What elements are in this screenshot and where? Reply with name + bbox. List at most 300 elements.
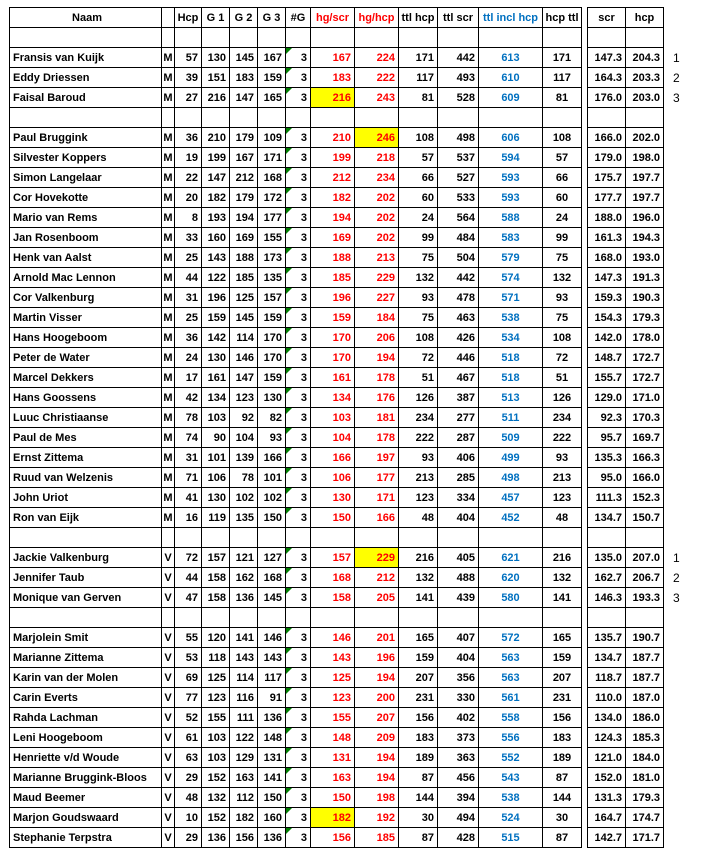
cell-rank — [664, 768, 688, 788]
player-row — [10, 188, 688, 208]
cell-hcpttl: 72 — [543, 348, 582, 368]
player-row — [10, 68, 688, 88]
cell-g2: 112 — [230, 788, 258, 808]
cell-hghcp: 184 — [355, 308, 399, 328]
cell-ttlincl: 543 — [479, 768, 543, 788]
cell-scr: 146.3 — [588, 588, 626, 608]
spacer-cell — [543, 28, 582, 48]
cell-hgscr: 150 — [311, 788, 355, 808]
cell-hghcp: 234 — [355, 168, 399, 188]
cell-hgscr: 148 — [311, 728, 355, 748]
player-row — [10, 368, 688, 388]
cell-scr: 164.7 — [588, 808, 626, 828]
cell-sex: V — [162, 728, 175, 748]
cell-name: Maud Beemer — [10, 788, 162, 808]
cell-rank — [664, 168, 688, 188]
header-hcp: Hcp — [175, 8, 202, 28]
cell-g3: 135 — [258, 268, 286, 288]
cell-g1: 119 — [202, 508, 230, 528]
cell-g2: 185 — [230, 268, 258, 288]
cell-rank — [664, 128, 688, 148]
header-hcp-ttl: hcp ttl — [543, 8, 582, 28]
cell-hghcp: 202 — [355, 208, 399, 228]
cell-ttlscr: 528 — [438, 88, 479, 108]
cell-name: Carin Everts — [10, 688, 162, 708]
cell-g2: 212 — [230, 168, 258, 188]
cell-name: Henriette v/d Woude — [10, 748, 162, 768]
spacer-cell — [355, 108, 399, 128]
cell-scr: 155.7 — [588, 368, 626, 388]
spacer-cell — [202, 108, 230, 128]
cell-hghcp: 192 — [355, 808, 399, 828]
cell-ttlhcp: 189 — [399, 748, 438, 768]
cell-g2: 182 — [230, 808, 258, 828]
cell-ttlhcp: 144 — [399, 788, 438, 808]
cell-hghcp: 212 — [355, 568, 399, 588]
cell-hcp: 77 — [175, 688, 202, 708]
cell-hcpavg: 197.7 — [626, 188, 664, 208]
cell-ng: 3 — [286, 628, 311, 648]
cell-name: Jan Rosenboom — [10, 228, 162, 248]
cell-hcp: 52 — [175, 708, 202, 728]
cell-g1: 216 — [202, 88, 230, 108]
cell-hcp: 19 — [175, 148, 202, 168]
cell-g3: 136 — [258, 708, 286, 728]
cell-hcpavg: 203.0 — [626, 88, 664, 108]
spacer-cell — [258, 528, 286, 548]
cell-ttlscr: 488 — [438, 568, 479, 588]
cell-hcpttl: 60 — [543, 188, 582, 208]
spacer-cell — [399, 108, 438, 128]
cell-hghcp: 196 — [355, 648, 399, 668]
cell-g1: 182 — [202, 188, 230, 208]
spacer-cell — [202, 528, 230, 548]
spacer-cell — [399, 528, 438, 548]
cell-hcpavg: 171.7 — [626, 828, 664, 848]
cell-hgscr: 185 — [311, 268, 355, 288]
spacer-cell — [162, 528, 175, 548]
spacer-cell — [10, 608, 162, 628]
spacer-cell — [162, 608, 175, 628]
cell-rank — [664, 508, 688, 528]
cell-g1: 210 — [202, 128, 230, 148]
spacer-cell — [286, 108, 311, 128]
cell-hghcp: 178 — [355, 428, 399, 448]
cell-hcp: 44 — [175, 568, 202, 588]
cell-ttlscr: 363 — [438, 748, 479, 768]
cell-sex: M — [162, 348, 175, 368]
cell-hcp: 10 — [175, 808, 202, 828]
player-row — [10, 348, 688, 368]
cell-g1: 160 — [202, 228, 230, 248]
cell-g1: 152 — [202, 768, 230, 788]
cell-ttlhcp: 57 — [399, 148, 438, 168]
cell-scr: 154.3 — [588, 308, 626, 328]
cell-ttlincl: 518 — [479, 368, 543, 388]
cell-hcpttl: 123 — [543, 488, 582, 508]
cell-ttlscr: 334 — [438, 488, 479, 508]
cell-hghcp: 222 — [355, 68, 399, 88]
cell-ttlhcp: 132 — [399, 568, 438, 588]
cell-ttlscr: 404 — [438, 508, 479, 528]
cell-sex: V — [162, 568, 175, 588]
cell-g3: 170 — [258, 328, 286, 348]
spacer-cell — [438, 108, 479, 128]
cell-hghcp: 229 — [355, 268, 399, 288]
cell-name: Hans Goossens — [10, 388, 162, 408]
cell-ng: 3 — [286, 288, 311, 308]
cell-ttlincl: 613 — [479, 48, 543, 68]
cell-scr: 161.3 — [588, 228, 626, 248]
cell-ttlscr: 494 — [438, 808, 479, 828]
cell-ttlscr: 564 — [438, 208, 479, 228]
cell-hghcp: 243 — [355, 88, 399, 108]
cell-hcp: 20 — [175, 188, 202, 208]
player-row — [10, 488, 688, 508]
cell-ng: 3 — [286, 548, 311, 568]
cell-ttlscr: 426 — [438, 328, 479, 348]
cell-ttlincl: 556 — [479, 728, 543, 748]
cell-ttlscr: 504 — [438, 248, 479, 268]
cell-rank — [664, 428, 688, 448]
cell-name: Monique van Gerven — [10, 588, 162, 608]
cell-ttlhcp: 87 — [399, 768, 438, 788]
cell-scr: 152.0 — [588, 768, 626, 788]
cell-ttlscr: 467 — [438, 368, 479, 388]
player-row — [10, 628, 688, 648]
cell-name: Silvester Koppers — [10, 148, 162, 168]
spacer-cell — [311, 528, 355, 548]
header-ttl-hcp: ttl hcp — [399, 8, 438, 28]
cell-g2: 139 — [230, 448, 258, 468]
cell-hcpttl: 87 — [543, 768, 582, 788]
header-games: #G — [286, 8, 311, 28]
cell-rank — [664, 448, 688, 468]
spacer-cell — [202, 608, 230, 628]
cell-g2: 122 — [230, 728, 258, 748]
cell-g2: 121 — [230, 548, 258, 568]
cell-ttlhcp: 72 — [399, 348, 438, 368]
spacer-row — [10, 28, 688, 48]
cell-hcp: 39 — [175, 68, 202, 88]
spacer-cell — [258, 108, 286, 128]
cell-g1: 157 — [202, 548, 230, 568]
cell-hcp: 41 — [175, 488, 202, 508]
player-row — [10, 268, 688, 288]
cell-ttlhcp: 126 — [399, 388, 438, 408]
cell-hcpavg: 166.0 — [626, 468, 664, 488]
cell-hcp: 25 — [175, 308, 202, 328]
cell-ttlhcp: 216 — [399, 548, 438, 568]
cell-name: Simon Langelaar — [10, 168, 162, 188]
cell-ng: 3 — [286, 808, 311, 828]
cell-hcp: 55 — [175, 628, 202, 648]
cell-hcpavg: 193.0 — [626, 248, 664, 268]
spacer-cell — [588, 28, 626, 48]
spacer-row — [10, 528, 688, 548]
cell-ttlincl: 621 — [479, 548, 543, 568]
cell-hcp: 48 — [175, 788, 202, 808]
cell-name: Jennifer Taub — [10, 568, 162, 588]
cell-rank — [664, 408, 688, 428]
cell-ng: 3 — [286, 408, 311, 428]
cell-ttlincl: 534 — [479, 328, 543, 348]
cell-ttlhcp: 51 — [399, 368, 438, 388]
cell-scr: 147.3 — [588, 48, 626, 68]
cell-g3: 117 — [258, 668, 286, 688]
cell-hcpttl: 234 — [543, 408, 582, 428]
cell-ttlhcp: 48 — [399, 508, 438, 528]
cell-hcp: 29 — [175, 768, 202, 788]
cell-name: John Uriot — [10, 488, 162, 508]
cell-ng: 3 — [286, 768, 311, 788]
cell-ttlscr: 442 — [438, 48, 479, 68]
cell-ttlscr: 394 — [438, 788, 479, 808]
cell-ng: 3 — [286, 168, 311, 188]
cell-g3: 168 — [258, 568, 286, 588]
cell-hcpavg: 185.3 — [626, 728, 664, 748]
header-g2: G 2 — [230, 8, 258, 28]
cell-hgscr: 210 — [311, 128, 355, 148]
cell-hcpttl: 144 — [543, 788, 582, 808]
player-row — [10, 468, 688, 488]
cell-hcpttl: 132 — [543, 268, 582, 288]
cell-ng: 3 — [286, 568, 311, 588]
spacer-cell — [311, 608, 355, 628]
cell-ttlscr: 402 — [438, 708, 479, 728]
spacer-cell — [479, 28, 543, 48]
cell-g2: 125 — [230, 288, 258, 308]
cell-sex: M — [162, 48, 175, 68]
player-row — [10, 788, 688, 808]
player-row — [10, 128, 688, 148]
cell-hghcp: 177 — [355, 468, 399, 488]
cell-g1: 158 — [202, 588, 230, 608]
cell-hcp: 16 — [175, 508, 202, 528]
header-row — [10, 8, 688, 28]
cell-name: Ernst Zittema — [10, 448, 162, 468]
cell-ttlscr: 456 — [438, 768, 479, 788]
cell-hcp: 61 — [175, 728, 202, 748]
cell-scr: 142.0 — [588, 328, 626, 348]
cell-ttlhcp: 108 — [399, 128, 438, 148]
cell-hgscr: 103 — [311, 408, 355, 428]
spacer-cell — [588, 108, 626, 128]
cell-hgscr: 216 — [311, 88, 355, 108]
cell-ttlscr: 442 — [438, 268, 479, 288]
cell-ttlincl: 610 — [479, 68, 543, 88]
cell-sex: V — [162, 648, 175, 668]
cell-hcpttl: 108 — [543, 328, 582, 348]
cell-hcp: 36 — [175, 128, 202, 148]
cell-ttlhcp: 81 — [399, 88, 438, 108]
cell-g3: 159 — [258, 308, 286, 328]
cell-hgscr: 157 — [311, 548, 355, 568]
cell-scr: 159.3 — [588, 288, 626, 308]
spacer-cell — [664, 108, 688, 128]
header-hcp-avg: hcp — [626, 8, 664, 28]
cell-sex: M — [162, 368, 175, 388]
cell-rank: 1 — [673, 50, 680, 65]
cell-hcp: 71 — [175, 468, 202, 488]
cell-hcp: 31 — [175, 288, 202, 308]
cell-hghcp: 202 — [355, 188, 399, 208]
cell-hcpttl: 207 — [543, 668, 582, 688]
cell-name: Paul Bruggink — [10, 128, 162, 148]
spacer-cell — [399, 608, 438, 628]
spacer-cell — [438, 608, 479, 628]
cell-ttlscr: 446 — [438, 348, 479, 368]
cell-rank — [664, 668, 688, 688]
spacer-cell — [626, 28, 664, 48]
cell-hcpavg: 187.0 — [626, 688, 664, 708]
cell-hghcp: 200 — [355, 688, 399, 708]
cell-ttlscr: 484 — [438, 228, 479, 248]
cell-hcp: 8 — [175, 208, 202, 228]
cell-hcpttl: 165 — [543, 628, 582, 648]
cell-scr: 148.7 — [588, 348, 626, 368]
cell-hcp: 17 — [175, 368, 202, 388]
cell-hcp: 24 — [175, 348, 202, 368]
spacer-cell — [258, 608, 286, 628]
cell-ttlscr: 356 — [438, 668, 479, 688]
cell-scr: 188.0 — [588, 208, 626, 228]
spacer-cell — [355, 28, 399, 48]
cell-rank — [664, 388, 688, 408]
cell-name: Faisal Baroud — [10, 88, 162, 108]
cell-rank — [664, 708, 688, 728]
cell-ttlincl: 561 — [479, 688, 543, 708]
cell-ttlscr: 277 — [438, 408, 479, 428]
cell-hcp: 57 — [175, 48, 202, 68]
spacer-cell — [286, 28, 311, 48]
cell-ttlscr: 287 — [438, 428, 479, 448]
cell-ng: 3 — [286, 448, 311, 468]
cell-hcpttl: 117 — [543, 68, 582, 88]
cell-ttlhcp: 75 — [399, 308, 438, 328]
cell-ng: 3 — [286, 128, 311, 148]
cell-hcpttl: 126 — [543, 388, 582, 408]
cell-rank — [664, 208, 688, 228]
cell-hcpttl: 24 — [543, 208, 582, 228]
cell-ng: 3 — [286, 88, 311, 108]
spacer-cell — [311, 108, 355, 128]
cell-scr: 110.0 — [588, 688, 626, 708]
player-row — [10, 448, 688, 468]
cell-ttlincl: 558 — [479, 708, 543, 728]
player-row — [10, 88, 688, 108]
cell-rank — [664, 268, 688, 288]
cell-hcp: 22 — [175, 168, 202, 188]
cell-hcpavg: 193.3 — [626, 588, 664, 608]
cell-ttlscr: 537 — [438, 148, 479, 168]
cell-ttlincl: 524 — [479, 808, 543, 828]
cell-hgscr: 212 — [311, 168, 355, 188]
cell-hcp: 63 — [175, 748, 202, 768]
spacer-cell — [10, 108, 162, 128]
header-naam: Naam — [10, 8, 162, 28]
spacer-cell — [626, 528, 664, 548]
cell-name: Hans Hoogeboom — [10, 328, 162, 348]
spacer-cell — [543, 528, 582, 548]
cell-ng: 3 — [286, 688, 311, 708]
cell-hghcp: 227 — [355, 288, 399, 308]
cell-ng: 3 — [286, 708, 311, 728]
cell-g2: 143 — [230, 648, 258, 668]
cell-ttlscr: 405 — [438, 548, 479, 568]
cell-g2: 169 — [230, 228, 258, 248]
cell-hcp: 29 — [175, 828, 202, 848]
player-row — [10, 228, 688, 248]
cell-g2: 146 — [230, 348, 258, 368]
cell-ng: 3 — [286, 68, 311, 88]
cell-g3: 157 — [258, 288, 286, 308]
spacer-cell — [175, 108, 202, 128]
cell-ttlhcp: 165 — [399, 628, 438, 648]
cell-hgscr: 159 — [311, 308, 355, 328]
header-g1: G 1 — [202, 8, 230, 28]
cell-ng: 3 — [286, 348, 311, 368]
cell-ttlhcp: 159 — [399, 648, 438, 668]
cell-rank — [664, 828, 688, 848]
cell-hcpavg: 172.7 — [626, 348, 664, 368]
cell-name: Cor Valkenburg — [10, 288, 162, 308]
cell-g3: 101 — [258, 468, 286, 488]
cell-hgscr: 150 — [311, 508, 355, 528]
cell-sex: M — [162, 408, 175, 428]
cell-sex: M — [162, 468, 175, 488]
cell-g2: 114 — [230, 668, 258, 688]
player-row — [10, 548, 688, 568]
cell-hgscr: 196 — [311, 288, 355, 308]
cell-ttlincl: 513 — [479, 388, 543, 408]
cell-sex: M — [162, 448, 175, 468]
cell-hcpavg: 170.3 — [626, 408, 664, 428]
cell-hgscr: 156 — [311, 828, 355, 848]
cell-ttlincl: 538 — [479, 308, 543, 328]
cell-hgscr: 125 — [311, 668, 355, 688]
cell-hcpavg: 152.3 — [626, 488, 664, 508]
cell-ttlincl: 620 — [479, 568, 543, 588]
cell-scr: 134.7 — [588, 508, 626, 528]
cell-ttlincl: 538 — [479, 788, 543, 808]
cell-ttlscr: 373 — [438, 728, 479, 748]
cell-hcpttl: 156 — [543, 708, 582, 728]
cell-g2: 114 — [230, 328, 258, 348]
cell-g3: 146 — [258, 628, 286, 648]
cell-hghcp: 181 — [355, 408, 399, 428]
cell-hcpttl: 183 — [543, 728, 582, 748]
spacer-cell — [664, 608, 688, 628]
spacer-cell — [626, 608, 664, 628]
header-hg-scr: hg/scr — [311, 8, 355, 28]
standings-table — [9, 7, 688, 848]
cell-ttlhcp: 108 — [399, 328, 438, 348]
cell-ng: 3 — [286, 228, 311, 248]
cell-hcpavg: 166.3 — [626, 448, 664, 468]
cell-hgscr: 146 — [311, 628, 355, 648]
cell-sex: M — [162, 308, 175, 328]
cell-hgscr: 143 — [311, 648, 355, 668]
cell-ttlscr: 498 — [438, 128, 479, 148]
cell-g1: 158 — [202, 568, 230, 588]
player-row — [10, 688, 688, 708]
cell-rank — [664, 308, 688, 328]
player-row — [10, 428, 688, 448]
cell-rank — [664, 628, 688, 648]
cell-hcpttl: 48 — [543, 508, 582, 528]
cell-ttlincl: 509 — [479, 428, 543, 448]
